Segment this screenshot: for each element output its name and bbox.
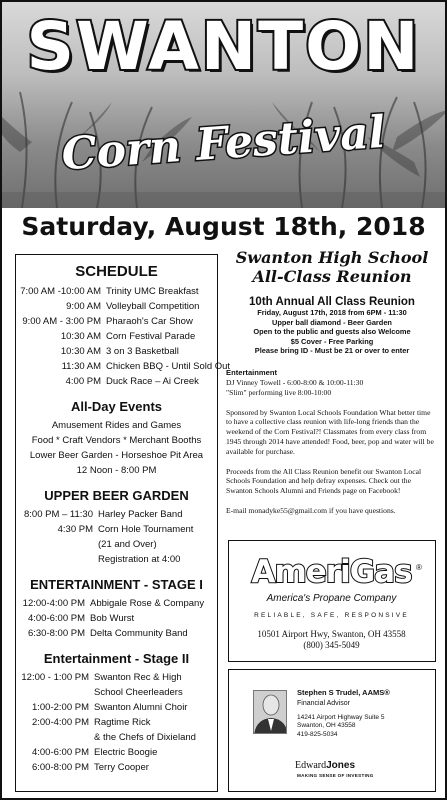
all-day-line: Food * Craft Vendors * Merchant Booths (31, 435, 202, 446)
festival-subtitle: Corn Festival (59, 106, 387, 181)
stage1-row: 6:30-8:00 PM Delta Community Band (27, 628, 188, 639)
advisor-photo (253, 690, 287, 734)
edward-jones-slogan: MAKING SENSE OF INVESTING (297, 773, 374, 778)
advisor-phone: 419-825-5034 (297, 730, 338, 738)
amerigas-logo: AmeriGas (251, 554, 412, 590)
stage1-title: ENTERTAINMENT - STAGE I (30, 577, 203, 592)
reunion-detail-line: $5 Cover - Free Parking (290, 336, 374, 346)
reunion-detail-line: Friday, August 17th, 2018 from 6PM - 11:30 (257, 308, 407, 317)
advisor-street: 14241 Airport Highway Suite 5 (297, 714, 385, 721)
schedule-title: SCHEDULE (75, 263, 158, 280)
reunion-detail-line: Upper ball diamond - Beer Garden (272, 317, 392, 327)
amerigas-street: 10501 Airport Hwy, Swanton, OH 43558 (257, 629, 406, 639)
beer-garden-title: UPPER BEER GARDEN (44, 488, 189, 503)
all-day-line: Amusement Rides and Games (51, 420, 182, 431)
entertainment-label: Entertainment (226, 367, 278, 377)
beer-row: 8:00 PM – 11:30 Harley Packer Band (23, 509, 183, 520)
advisor-name: Stephen S Trudel, AAMS® (297, 688, 390, 697)
amerigas-ad (228, 540, 436, 662)
reunion-section (226, 248, 438, 516)
reunion-heading: 10th Annual All Class Reunion (249, 296, 415, 308)
stage1-row: 4:00-6:00 PM Bob Wurst (27, 613, 135, 624)
edward-jones-ad (228, 669, 436, 792)
festival-banner (2, 2, 445, 208)
stage2-row: & the Chefs of Dixieland (94, 732, 196, 743)
reunion-paragraph: Proceeds from the All Class Reunion benefit our Swanton Local Schools Foundation and help defray expenses. Check out the Swanton Schools Alumni and Friends page on Facebook! (226, 466, 422, 496)
reunion-detail-line: Open to the public and guests also Welcome (253, 327, 411, 337)
schedule-row: 7:00 AM -10:00 AM Trinity UMC Breakfast (20, 286, 199, 297)
reunion-title-line1: Swanton High School (235, 248, 429, 267)
amerigas-phone: (800) 345-5049 (303, 640, 360, 650)
all-day-title: All-Day Events (70, 399, 163, 414)
edward-jones-logo (295, 760, 355, 771)
stage2-row: 4:00-6:00 PM Electric Boogie (31, 747, 158, 758)
stage2-row: 2:00-4:00 PM Ragtime Rick (31, 717, 151, 728)
amerigas-tagline: America's Propane Company (266, 593, 397, 604)
stage2-row: School Cheerleaders (94, 687, 183, 698)
schedule-row: 9:00 AM - 3:00 PM Pharaoh's Car Show (22, 316, 193, 327)
all-day-line: 12 Noon - 8:00 PM (76, 465, 157, 476)
stage2-title: Entertainment - Stage II (43, 651, 190, 666)
logo-word-jones: Jones (326, 760, 356, 771)
schedule-box (15, 254, 231, 792)
beer-row: 4:30 PM Corn Hole Tournament (57, 524, 194, 535)
entertainment-line: DJ Vinney Towell - 6:00-8:00 & 10:00-11:30 (226, 377, 364, 387)
stage1-row: 12:00-4:00 PM Abbigale Rose & Company (22, 598, 205, 609)
advisor-role: Financial Advisor (297, 700, 350, 707)
schedule-row: 10:30 AM Corn Festival Parade (60, 331, 196, 342)
advisor-address (297, 714, 384, 739)
entertainment-line: "Slim" performing live 8:00-10:00 (226, 387, 332, 397)
logo-word-edward: Edward (295, 760, 327, 771)
reunion-detail-line: Please bring ID - Must be 21 or over to enter (254, 346, 410, 356)
schedule-list (20, 284, 231, 389)
reunion-title-line2: All-Class Reunion (252, 267, 412, 286)
beer-row: Registration at 4:00 (98, 554, 181, 565)
amerigas-slogan: RELIABLE, SAFE, RESPONSIVE (254, 612, 409, 619)
advisor-city: Swanton, OH 43558 (297, 722, 356, 730)
schedule-row: 9:00 AM Volleyball Competition (66, 301, 200, 312)
schedule-row: 11:30 AM Chicken BBQ - Until Sold Out (61, 361, 231, 372)
schedule-row: 4:00 PM Duck Race – Ai Creek (65, 376, 199, 387)
amerigas-address (229, 629, 434, 651)
schedule-row: 10:30 AM 3 on 3 Basketball (60, 346, 179, 357)
stage2-row: 1:00-2:00 PM Swanton Alumni Choir (31, 702, 188, 713)
festival-title: SWANTON (26, 8, 421, 85)
reunion-contact: E-mail monadyke55@gmail.com if you have questions. (226, 505, 396, 515)
event-date: Saturday, August 18th, 2018 (21, 212, 426, 241)
beer-row: (21 and Over) (98, 539, 157, 550)
stage2-row: 6:00-8:00 PM Terry Cooper (31, 762, 149, 773)
person-icon (254, 691, 287, 734)
all-day-line: Lower Beer Garden - Horseshoe Pit Area (29, 450, 204, 461)
registered-mark: ® (416, 563, 422, 572)
reunion-paragraph: Sponsored by Swanton Local Schools Foundation What better time to have a collective class reunion with life-long friends than the weekend of the Corn Festival?! Classmates from every class from 1945 through 2014 have attended! Food, beer, pop and water will be available for purchase. (226, 407, 434, 456)
stage2-row: 12:00 - 1:00 PM Swanton Rec & High (21, 672, 182, 683)
